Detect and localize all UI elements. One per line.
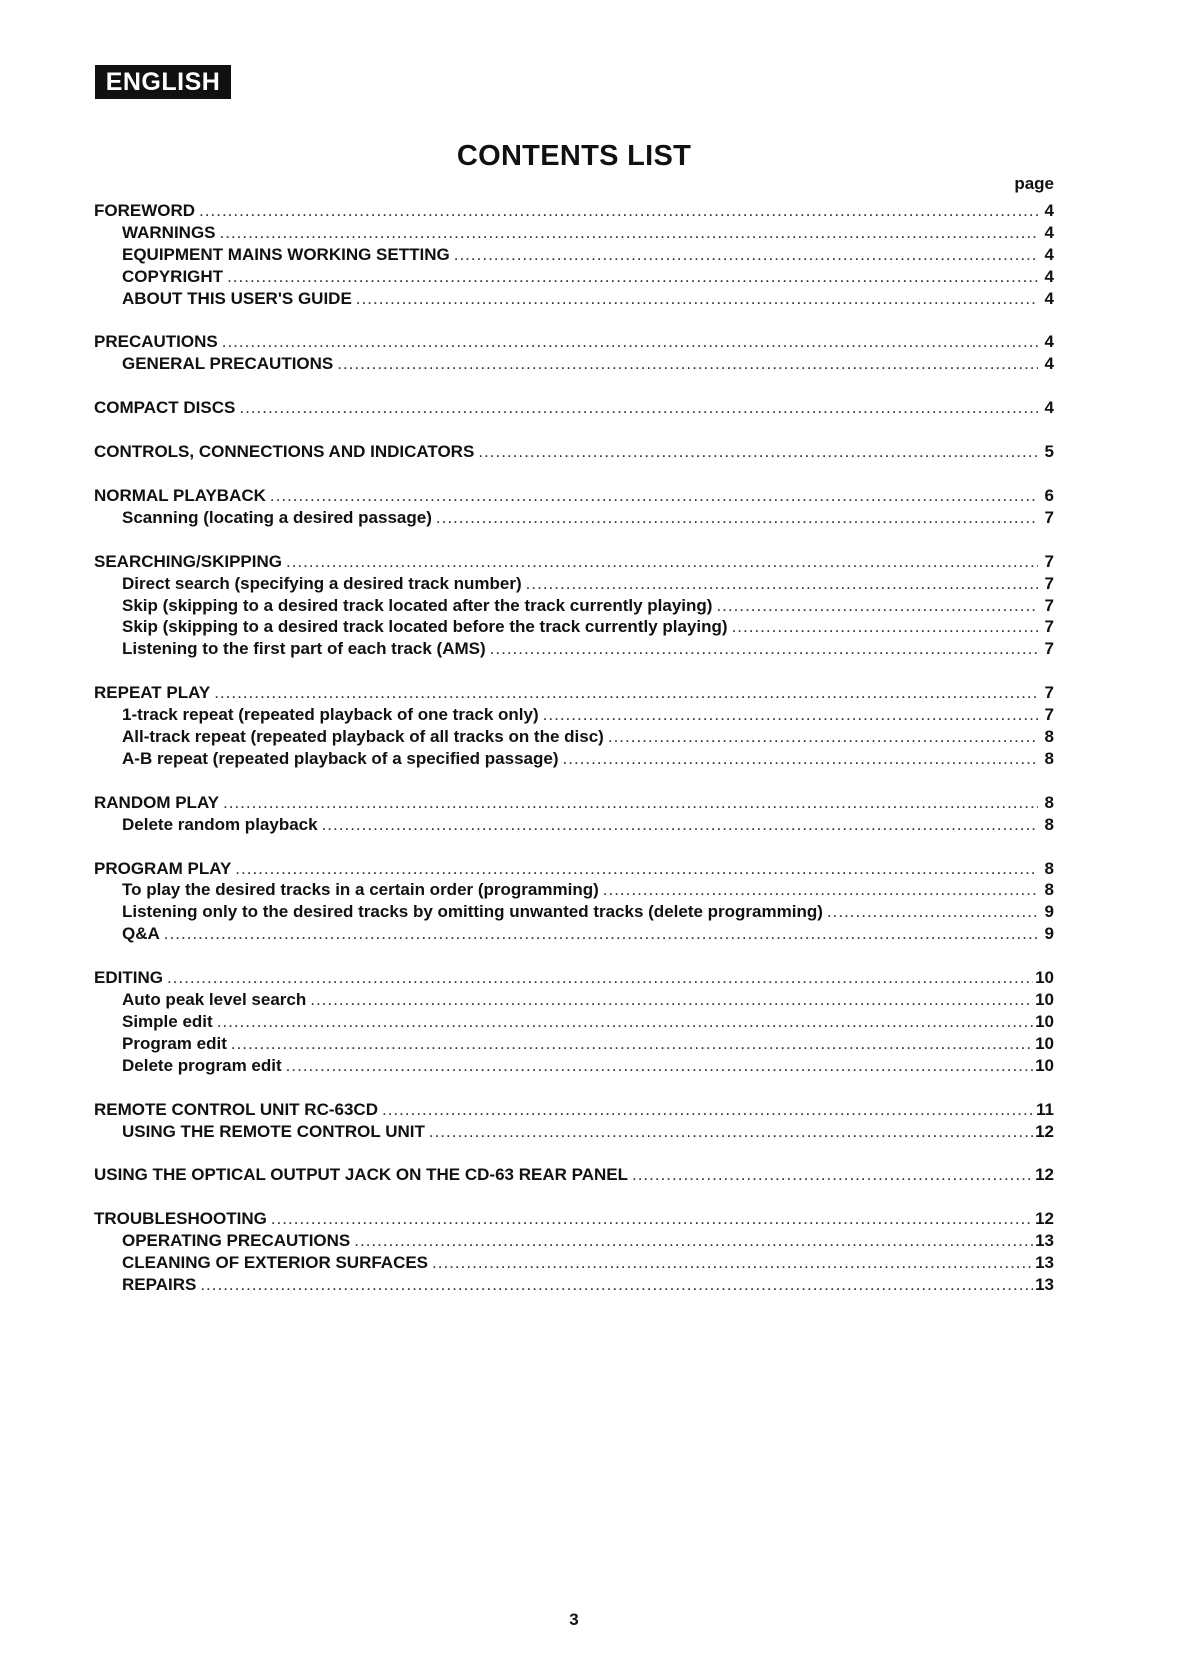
dot-leader <box>286 551 1038 573</box>
toc-item-label: OPERATING PRECAUTIONS <box>122 1231 351 1251</box>
toc-item-row <box>94 901 1054 923</box>
dot-leader <box>239 397 1038 419</box>
toc-section-row <box>94 331 1054 353</box>
toc-section-row <box>94 1099 1054 1121</box>
toc-page-number: 7 <box>1044 595 1054 615</box>
toc-item-row <box>94 573 1054 595</box>
toc-page-number: 9 <box>1044 924 1054 944</box>
dot-leader <box>310 989 1033 1011</box>
toc-item-row <box>94 704 1054 726</box>
dot-leader <box>270 485 1038 507</box>
dot-leader <box>354 1230 1033 1252</box>
toc-section-row <box>94 1164 1054 1186</box>
toc-item-label: USING THE REMOTE CONTROL UNIT <box>122 1121 425 1141</box>
toc-page-number: 13 <box>1035 1253 1054 1273</box>
dot-leader <box>337 353 1038 375</box>
dot-leader <box>322 814 1038 836</box>
page-number: 3 <box>569 1610 579 1629</box>
toc-page-number: 8 <box>1044 727 1054 747</box>
toc-page-number: 9 <box>1044 902 1054 922</box>
toc-page-number: 4 <box>1044 332 1054 352</box>
toc-item-row <box>94 266 1054 288</box>
dot-leader <box>608 726 1038 748</box>
page-title: CONTENTS LIST <box>456 140 692 172</box>
toc-section-row <box>94 551 1054 573</box>
dot-leader <box>356 288 1038 310</box>
dot-leader <box>199 200 1038 222</box>
dot-leader <box>382 1099 1034 1121</box>
toc-page-number: 12 <box>1035 1121 1054 1141</box>
toc-section-row <box>94 1208 1054 1230</box>
toc-item-label: WARNINGS <box>122 222 216 242</box>
toc-section-row <box>94 397 1054 419</box>
toc-item-label: Program edit <box>122 1033 227 1053</box>
toc-page-number: 10 <box>1035 968 1054 988</box>
toc-page-number: 4 <box>1044 288 1054 308</box>
toc-page-number: 4 <box>1044 266 1054 286</box>
toc-section-title: COMPACT DISCS <box>94 398 236 418</box>
toc-item-row <box>94 1055 1054 1077</box>
toc-item-label: All-track repeat (repeated playback of all tracks on the disc) <box>122 727 604 747</box>
toc-page-number: 10 <box>1035 1033 1054 1053</box>
dot-leader <box>271 1208 1033 1230</box>
toc-page-number: 4 <box>1044 244 1054 264</box>
dot-leader <box>563 748 1039 770</box>
toc-item-label: Direct search (specifying a desired track number) <box>122 573 522 593</box>
dot-leader <box>217 1011 1033 1033</box>
dot-leader <box>478 441 1038 463</box>
toc-page-number: 4 <box>1044 398 1054 418</box>
dot-leader <box>227 266 1038 288</box>
toc-item-label: CLEANING OF EXTERIOR SURFACES <box>122 1253 429 1273</box>
toc-item-row <box>94 923 1054 945</box>
toc-page-number: 7 <box>1044 617 1054 637</box>
toc-section-row <box>94 441 1054 463</box>
toc-page-number: 8 <box>1044 880 1054 900</box>
toc-section-title: REPEAT PLAY <box>94 683 211 703</box>
toc-page-number: 12 <box>1035 1209 1054 1229</box>
language-badge: ENGLISH <box>95 65 231 99</box>
toc-item-row <box>94 1252 1054 1274</box>
toc-page-number: 8 <box>1044 792 1054 812</box>
dot-leader <box>490 638 1038 660</box>
toc-section <box>94 551 1054 660</box>
toc-page-number: 7 <box>1044 551 1054 571</box>
dot-leader <box>220 222 1039 244</box>
toc-page-number: 4 <box>1044 222 1054 242</box>
toc-page-number: 12 <box>1035 1165 1054 1185</box>
toc-section-row <box>94 682 1054 704</box>
toc-page-number: 8 <box>1044 814 1054 834</box>
toc-item-row <box>94 1121 1054 1143</box>
toc-item-label: Skip (skipping to a desired track located before the track currently playing) <box>122 617 728 637</box>
toc-page-number: 6 <box>1044 486 1054 506</box>
toc-page-number: 13 <box>1035 1231 1054 1251</box>
toc-page-number: 7 <box>1044 683 1054 703</box>
toc-page-number: 4 <box>1044 354 1054 374</box>
toc-section <box>94 441 1054 463</box>
toc-section-title: RANDOM PLAY <box>94 792 219 812</box>
toc-page-number: 8 <box>1044 748 1054 768</box>
dot-leader <box>223 792 1038 814</box>
toc-section-row <box>94 200 1054 222</box>
toc-item-label: Simple edit <box>122 1011 213 1031</box>
toc-section-title: REMOTE CONTROL UNIT RC-63CD <box>94 1099 378 1119</box>
toc-item-label: Auto peak level search <box>122 990 307 1010</box>
toc-section <box>94 485 1054 529</box>
toc-section <box>94 331 1054 375</box>
toc-item-label: ABOUT THIS USER'S GUIDE <box>122 288 352 308</box>
toc-item-label: 1-track repeat (repeated playback of one track only) <box>122 705 539 725</box>
toc-section-row <box>94 792 1054 814</box>
dot-leader <box>222 331 1038 353</box>
toc-item-row <box>94 1274 1054 1296</box>
toc-section <box>94 1208 1054 1296</box>
dot-leader <box>454 244 1038 266</box>
toc-page-number: 7 <box>1044 573 1054 593</box>
toc-item-label: GENERAL PRECAUTIONS <box>122 354 334 374</box>
dot-leader <box>632 1164 1033 1186</box>
toc-page-number: 5 <box>1044 442 1054 462</box>
dot-leader <box>827 901 1038 923</box>
toc-section-title: SEARCHING/SKIPPING <box>94 551 282 571</box>
toc-item-label: Delete random playback <box>122 814 318 834</box>
toc-section <box>94 858 1054 946</box>
toc-page-number: 13 <box>1035 1274 1054 1294</box>
toc-section-title: PROGRAM PLAY <box>94 858 232 878</box>
toc-item-label: Q&A <box>122 924 160 944</box>
dot-leader <box>543 704 1038 726</box>
dot-leader <box>603 879 1038 901</box>
toc-item-label: Delete program edit <box>122 1055 282 1075</box>
toc-section-title: TROUBLESHOOTING <box>94 1209 267 1229</box>
toc-item-row <box>94 1230 1054 1252</box>
toc-item-row <box>94 595 1054 617</box>
toc-page-number: 7 <box>1044 507 1054 527</box>
toc-item-row <box>94 1033 1054 1055</box>
dot-leader <box>716 595 1038 617</box>
toc-section-title: NORMAL PLAYBACK <box>94 486 266 506</box>
dot-leader <box>429 1121 1033 1143</box>
dot-leader <box>436 507 1038 529</box>
toc-section <box>94 1164 1054 1186</box>
toc-item-label: Skip (skipping to a desired track located after the track currently playing) <box>122 595 713 615</box>
dot-leader <box>732 616 1038 638</box>
toc-item-label: Scanning (locating a desired passage) <box>122 507 432 527</box>
dot-leader <box>214 682 1038 704</box>
toc-page-number: 10 <box>1035 1055 1054 1075</box>
toc-item-label: To play the desired tracks in a certain order (programming) <box>122 880 599 900</box>
toc-section-title: FOREWORD <box>94 201 196 220</box>
toc-page-number: 10 <box>1035 990 1054 1010</box>
toc-item-row <box>94 638 1054 660</box>
toc-item-label: EQUIPMENT MAINS WORKING SETTING <box>122 244 450 264</box>
toc-section-title: USING THE OPTICAL OUTPUT JACK ON THE CD-63 REAR PANEL <box>94 1165 628 1185</box>
toc-page-number: 8 <box>1044 858 1054 878</box>
toc-item-row <box>94 244 1054 266</box>
toc-item-label: A-B repeat (repeated playback of a specified passage) <box>122 748 559 768</box>
dot-leader <box>286 1055 1033 1077</box>
toc-item-row <box>94 616 1054 638</box>
toc-item-row <box>94 288 1054 310</box>
toc-item-row <box>94 726 1054 748</box>
toc-page-number: 4 <box>1044 201 1054 220</box>
dot-leader <box>526 573 1038 595</box>
toc-item-row <box>94 879 1054 901</box>
toc-section-title: PRECAUTIONS <box>94 332 218 352</box>
page-column-label: page <box>1014 174 1054 193</box>
contents-list <box>94 200 1054 1318</box>
toc-item-row <box>94 989 1054 1011</box>
toc-section <box>94 967 1054 1076</box>
toc-section-title: EDITING <box>94 968 163 988</box>
toc-section-title: CONTROLS, CONNECTIONS AND INDICATORS <box>94 442 475 462</box>
toc-item-row <box>94 222 1054 244</box>
toc-item-label: Listening to the first part of each track (AMS) <box>122 639 486 659</box>
toc-item-label: REPAIRS <box>122 1274 197 1294</box>
toc-section-row <box>94 967 1054 989</box>
dot-leader <box>432 1252 1033 1274</box>
toc-section <box>94 682 1054 770</box>
dot-leader <box>164 923 1038 945</box>
toc-item-label: COPYRIGHT <box>122 266 224 286</box>
toc-page-number: 11 <box>1036 1099 1054 1119</box>
dot-leader <box>200 1274 1033 1296</box>
toc-page-number: 7 <box>1044 705 1054 725</box>
toc-section <box>94 200 1054 309</box>
toc-item-row <box>94 507 1054 529</box>
toc-section-row <box>94 485 1054 507</box>
toc-item-row <box>94 1011 1054 1033</box>
toc-section-row <box>94 858 1054 880</box>
dot-leader <box>231 1033 1033 1055</box>
toc-page-number: 10 <box>1035 1011 1054 1031</box>
dot-leader <box>235 858 1038 880</box>
toc-item-row <box>94 814 1054 836</box>
toc-item-row <box>94 353 1054 375</box>
toc-page-number: 7 <box>1044 639 1054 659</box>
toc-item-row <box>94 748 1054 770</box>
toc-item-label: Listening only to the desired tracks by omitting unwanted tracks (delete programming) <box>122 902 823 922</box>
toc-section <box>94 1099 1054 1143</box>
toc-section <box>94 397 1054 419</box>
toc-section <box>94 792 1054 836</box>
dot-leader <box>167 967 1033 989</box>
